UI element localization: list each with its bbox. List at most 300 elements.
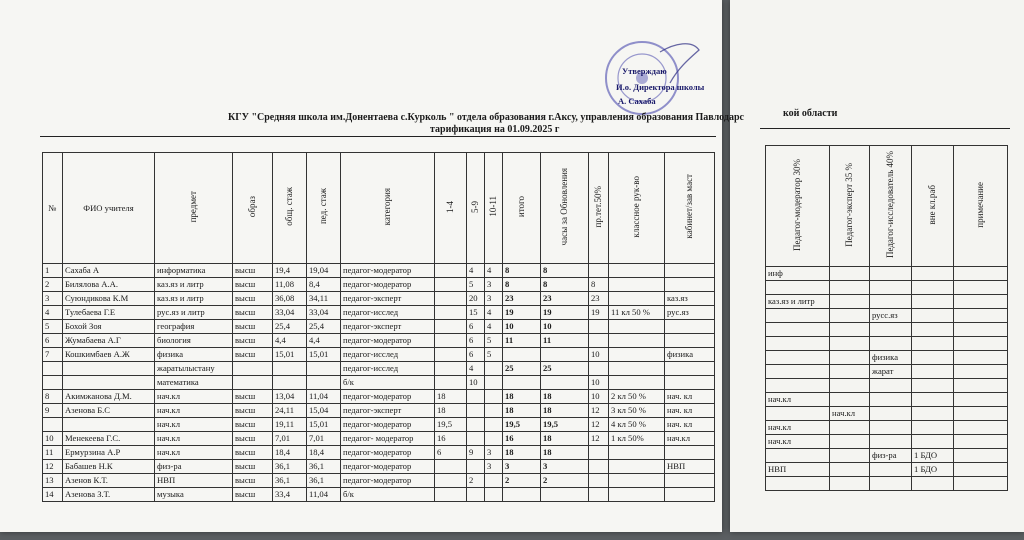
table-cell [609, 376, 665, 390]
table-cell: нач.кл [665, 432, 715, 446]
table-cell: высш [233, 418, 273, 432]
table-row [43, 376, 715, 390]
table-cell [43, 362, 63, 376]
table-cell: 10 [541, 320, 589, 334]
table-cell [954, 295, 1008, 309]
table-cell: физика [155, 348, 233, 362]
col-header: итого [503, 153, 541, 264]
table-cell: педагог-модератор [341, 390, 435, 404]
table-cell: 1 [43, 264, 63, 278]
table-cell [870, 281, 912, 295]
table-cell: 18 [541, 432, 589, 446]
table-cell [485, 418, 503, 432]
table-cell: нач.кл [155, 404, 233, 418]
table-cell [589, 320, 609, 334]
table-row [43, 432, 715, 446]
table-cell: 36,1 [307, 474, 341, 488]
stamp-line-name: А. Сахаба [618, 96, 656, 106]
table-cell: 12 [589, 418, 609, 432]
table-cell: 2 кл 50 % [609, 390, 665, 404]
table-row [766, 351, 1008, 365]
table-row [43, 334, 715, 348]
col-header: пед. стаж [307, 153, 341, 264]
table-row [43, 278, 715, 292]
table-cell [503, 348, 541, 362]
table-cell [830, 421, 870, 435]
table-cell [766, 323, 830, 337]
table-cell [870, 267, 912, 281]
table-cell: высш [233, 320, 273, 334]
table-cell [954, 393, 1008, 407]
header-rule [40, 136, 716, 137]
table-cell: педагог-эксперт [341, 292, 435, 306]
table-cell: высш [233, 404, 273, 418]
table-cell: 25,4 [273, 320, 307, 334]
table-cell: 10 [467, 376, 485, 390]
table-cell: 4 [467, 362, 485, 376]
table-cell: 24,11 [273, 404, 307, 418]
table-cell: 8,4 [307, 278, 341, 292]
table-cell [541, 376, 589, 390]
table-cell: нач.кл [155, 418, 233, 432]
table-cell: нач. кл [665, 390, 715, 404]
table-cell [830, 351, 870, 365]
tariff-table-header [43, 153, 715, 264]
table-cell: 5 [485, 334, 503, 348]
table-row [43, 320, 715, 334]
table-cell: высш [233, 348, 273, 362]
table-cell [912, 323, 954, 337]
table-cell [954, 323, 1008, 337]
table-cell [541, 488, 589, 502]
table-row [43, 418, 715, 432]
table-cell [485, 432, 503, 446]
table-cell [665, 334, 715, 348]
table-cell: 18,4 [307, 446, 341, 460]
table-cell [954, 309, 1008, 323]
col-header: примечание [954, 146, 1008, 267]
table-cell [43, 418, 63, 432]
table-cell [870, 379, 912, 393]
table-cell: 11 [541, 334, 589, 348]
table-row [43, 404, 715, 418]
table-cell: 6 [467, 348, 485, 362]
table-cell: 19 [589, 306, 609, 320]
table-cell: 3 [485, 292, 503, 306]
table-cell: 18 [435, 404, 467, 418]
table-cell [43, 376, 63, 390]
table-cell [665, 488, 715, 502]
table-cell [870, 421, 912, 435]
table-cell: инф [766, 267, 830, 281]
table-cell [589, 264, 609, 278]
table-cell [485, 390, 503, 404]
table-cell: б/к [341, 376, 435, 390]
table-cell: Азенова Б.С [63, 404, 155, 418]
table-cell [503, 488, 541, 502]
table-cell [435, 474, 467, 488]
table-cell [766, 477, 830, 491]
table-cell: 16 [435, 432, 467, 446]
table-cell: 33,4 [273, 488, 307, 502]
table-cell: Азенов К.Т. [63, 474, 155, 488]
table-cell: 19,11 [273, 418, 307, 432]
table-cell: Бохой Зоя [63, 320, 155, 334]
table-cell: 19,5 [503, 418, 541, 432]
table-cell: 13,04 [273, 390, 307, 404]
table-cell: высш [233, 292, 273, 306]
col-header: часы за Обновления [541, 153, 589, 264]
table-cell [485, 376, 503, 390]
table-cell: педагог-модератор [341, 446, 435, 460]
table-cell [665, 362, 715, 376]
table-cell: 4 [485, 306, 503, 320]
table-cell [435, 348, 467, 362]
table-cell [766, 309, 830, 323]
table-cell: педагог-эксперт [341, 320, 435, 334]
table-cell [954, 365, 1008, 379]
table-cell: 5 [43, 320, 63, 334]
table-cell: Тулебаева Г.Е [63, 306, 155, 320]
table-cell [485, 488, 503, 502]
table-cell: высш [233, 390, 273, 404]
table-cell: НВП [665, 460, 715, 474]
table-cell: 4 [467, 264, 485, 278]
table-cell: НВП [155, 474, 233, 488]
table-cell [954, 449, 1008, 463]
table-cell [589, 334, 609, 348]
table-cell: 15,01 [273, 348, 307, 362]
table-row [766, 449, 1008, 463]
table-cell: 4 [485, 320, 503, 334]
table-row [766, 309, 1008, 323]
table-cell [665, 278, 715, 292]
table-cell: 10 [589, 376, 609, 390]
table-cell: 2 [467, 474, 485, 488]
bonus-table [765, 145, 1008, 491]
table-cell: высш [233, 446, 273, 460]
col-header: № [43, 153, 63, 264]
table-cell [912, 351, 954, 365]
document-title-continued: кой области [783, 108, 838, 119]
table-cell: 2 [503, 474, 541, 488]
table-row [766, 365, 1008, 379]
table-cell: педагог- модератор [341, 432, 435, 446]
table-cell [830, 365, 870, 379]
table-cell: 11,04 [307, 488, 341, 502]
table-cell [435, 334, 467, 348]
table-cell: б/к [341, 488, 435, 502]
table-cell [766, 281, 830, 295]
table-cell: Сахаба А [63, 264, 155, 278]
table-cell [467, 390, 485, 404]
table-cell [307, 376, 341, 390]
table-cell: физика [870, 351, 912, 365]
table-cell: 25 [503, 362, 541, 376]
table-cell [435, 306, 467, 320]
table-cell [485, 404, 503, 418]
table-cell [609, 278, 665, 292]
table-cell [63, 376, 155, 390]
table-cell: каз.яз [665, 292, 715, 306]
table-cell [589, 446, 609, 460]
table-cell [912, 379, 954, 393]
table-cell: 2 [541, 474, 589, 488]
table-cell: 18 [503, 446, 541, 460]
table-cell: высш [233, 334, 273, 348]
table-cell [830, 323, 870, 337]
table-cell: 9 [43, 404, 63, 418]
tariff-table [42, 152, 715, 502]
table-cell: 18,4 [273, 446, 307, 460]
table-cell [273, 362, 307, 376]
table-cell: Акимжанова Д.М. [63, 390, 155, 404]
table-cell: педагог-исслед [341, 348, 435, 362]
table-cell: 7 [43, 348, 63, 362]
table-cell: 10 [503, 320, 541, 334]
table-cell: физ-ра [870, 449, 912, 463]
table-cell: каз.яз и литр [155, 292, 233, 306]
table-row [766, 421, 1008, 435]
table-cell: каз.яз и литр [155, 278, 233, 292]
table-cell: педагог-эксперт [341, 404, 435, 418]
table-row [43, 362, 715, 376]
table-cell: 8 [541, 264, 589, 278]
table-cell [766, 337, 830, 351]
table-cell: жарат [870, 365, 912, 379]
table-cell: 15,04 [307, 404, 341, 418]
table-cell [541, 348, 589, 362]
col-header: Педагог-исследователь 40% [870, 146, 912, 267]
table-cell [766, 449, 830, 463]
table-cell: 15,01 [307, 418, 341, 432]
table-cell: рус.яз [665, 306, 715, 320]
table-cell [954, 421, 1008, 435]
table-cell: музыка [155, 488, 233, 502]
table-cell [912, 435, 954, 449]
table-cell [467, 460, 485, 474]
table-cell: 19,5 [435, 418, 467, 432]
table-cell [467, 488, 485, 502]
table-cell: география [155, 320, 233, 334]
table-cell: 10 [589, 390, 609, 404]
table-cell [870, 337, 912, 351]
table-cell [609, 264, 665, 278]
table-cell [63, 418, 155, 432]
table-cell [912, 281, 954, 295]
table-cell [954, 337, 1008, 351]
table-cell [665, 264, 715, 278]
table-cell [912, 309, 954, 323]
table-cell [273, 376, 307, 390]
table-cell: высш [233, 306, 273, 320]
table-cell: Бабашев Н.К [63, 460, 155, 474]
table-cell [609, 474, 665, 488]
table-cell [954, 463, 1008, 477]
table-cell [589, 460, 609, 474]
table-cell: физика [665, 348, 715, 362]
col-header: классное рук-во [609, 153, 665, 264]
table-cell [830, 309, 870, 323]
table-cell [954, 477, 1008, 491]
table-cell [609, 362, 665, 376]
table-cell: 3 [485, 446, 503, 460]
table-cell: педагог-исслед [341, 306, 435, 320]
table-cell [954, 379, 1008, 393]
table-cell [830, 449, 870, 463]
table-cell [830, 477, 870, 491]
table-cell [870, 463, 912, 477]
table-cell: нач.кл [766, 421, 830, 435]
table-row [43, 488, 715, 502]
table-cell: 5 [467, 278, 485, 292]
table-cell: нач.кл [155, 446, 233, 460]
table-cell: 36,1 [307, 460, 341, 474]
table-cell [609, 320, 665, 334]
table-cell [307, 362, 341, 376]
table-cell: нач. кл [665, 418, 715, 432]
table-cell [233, 376, 273, 390]
table-cell [912, 365, 954, 379]
table-cell: 33,04 [273, 306, 307, 320]
table-row [766, 477, 1008, 491]
document-title: КГУ "Средняя школа им.Донентаева с.Курколь " отдела образования г.Аксу, управления образования Павлодарс [228, 112, 744, 123]
table-cell: НВП [766, 463, 830, 477]
table-cell: 18 [541, 404, 589, 418]
table-cell [912, 421, 954, 435]
table-row [43, 348, 715, 362]
table-row [766, 295, 1008, 309]
table-cell: 5 [485, 348, 503, 362]
table-row [43, 292, 715, 306]
table-cell: 36,1 [273, 460, 307, 474]
table-cell: 33,04 [307, 306, 341, 320]
table-cell [766, 407, 830, 421]
table-cell: 18 [541, 390, 589, 404]
table-cell: 4,4 [307, 334, 341, 348]
table-cell [435, 488, 467, 502]
table-cell: Ермурзина А.Р [63, 446, 155, 460]
table-cell: 11,04 [307, 390, 341, 404]
table-cell [912, 407, 954, 421]
table-cell [912, 477, 954, 491]
table-cell [870, 477, 912, 491]
table-cell [870, 393, 912, 407]
table-cell: 8 [541, 278, 589, 292]
table-cell [665, 376, 715, 390]
table-cell [609, 446, 665, 460]
table-cell: 8 [589, 278, 609, 292]
table-cell [609, 292, 665, 306]
table-cell: 19 [503, 306, 541, 320]
table-row [766, 379, 1008, 393]
table-cell: 9 [467, 446, 485, 460]
table-cell: педагог-модератор [341, 264, 435, 278]
table-cell: 7,01 [307, 432, 341, 446]
table-cell: 11 [43, 446, 63, 460]
table-cell: высш [233, 264, 273, 278]
table-cell: педагог-модератор [341, 460, 435, 474]
table-cell: 36,1 [273, 474, 307, 488]
table-cell [766, 351, 830, 365]
table-cell: Билялова А.А. [63, 278, 155, 292]
table-cell [912, 267, 954, 281]
table-cell: высш [233, 474, 273, 488]
table-row [43, 474, 715, 488]
table-cell: 15 [467, 306, 485, 320]
col-header: образ [233, 153, 273, 264]
table-cell: 4 [43, 306, 63, 320]
table-cell [912, 393, 954, 407]
table-cell: биология [155, 334, 233, 348]
table-cell [870, 295, 912, 309]
bonus-table-header [766, 146, 1008, 267]
table-cell: 11 кл 50 % [609, 306, 665, 320]
table-cell: 3 [503, 460, 541, 474]
table-cell: 23 [541, 292, 589, 306]
table-cell [830, 267, 870, 281]
table-cell: педагог-модератор [341, 418, 435, 432]
table-cell: Кошкимбаев А.Ж [63, 348, 155, 362]
table-cell: русс.яз [870, 309, 912, 323]
table-cell: каз.яз и литр [766, 295, 830, 309]
header-rule-side [760, 128, 1010, 129]
table-cell: высш [233, 460, 273, 474]
table-cell [665, 446, 715, 460]
col-header: 10-11 [485, 153, 503, 264]
table-cell: Менекеева Г.С. [63, 432, 155, 446]
table-cell: 3 [43, 292, 63, 306]
table-cell: рус.яз и литр [155, 306, 233, 320]
stamp-line-position: И.о. Директора школы [616, 82, 705, 92]
table-cell [954, 407, 1008, 421]
table-cell: 7,01 [273, 432, 307, 446]
table-cell: 1 БДО [912, 463, 954, 477]
table-cell: высш [233, 488, 273, 502]
table-cell [609, 460, 665, 474]
table-cell: педагог-исслед [341, 362, 435, 376]
table-cell: 18 [435, 390, 467, 404]
approval-stamp [600, 38, 705, 118]
table-cell: педагог-модератор [341, 278, 435, 292]
col-header: Педагог-эксперт 35 % [830, 146, 870, 267]
table-cell: 3 [541, 460, 589, 474]
table-row [766, 407, 1008, 421]
table-cell: 19,5 [541, 418, 589, 432]
table-cell: 10 [43, 432, 63, 446]
table-cell [467, 432, 485, 446]
col-header: общ. стаж [273, 153, 307, 264]
table-cell [435, 278, 467, 292]
table-cell [954, 435, 1008, 449]
table-cell: 23 [503, 292, 541, 306]
table-cell: 12 [43, 460, 63, 474]
table-cell [665, 320, 715, 334]
table-cell [467, 404, 485, 418]
table-row [766, 337, 1008, 351]
table-row [766, 281, 1008, 295]
table-cell [435, 320, 467, 334]
table-cell [63, 362, 155, 376]
table-cell [912, 337, 954, 351]
table-cell: 25 [541, 362, 589, 376]
table-cell: высш [233, 432, 273, 446]
stamp-seal-icon [600, 38, 705, 118]
table-cell [435, 292, 467, 306]
col-header: 1-4 [435, 153, 467, 264]
table-cell: 8 [503, 278, 541, 292]
table-cell: 36,08 [273, 292, 307, 306]
